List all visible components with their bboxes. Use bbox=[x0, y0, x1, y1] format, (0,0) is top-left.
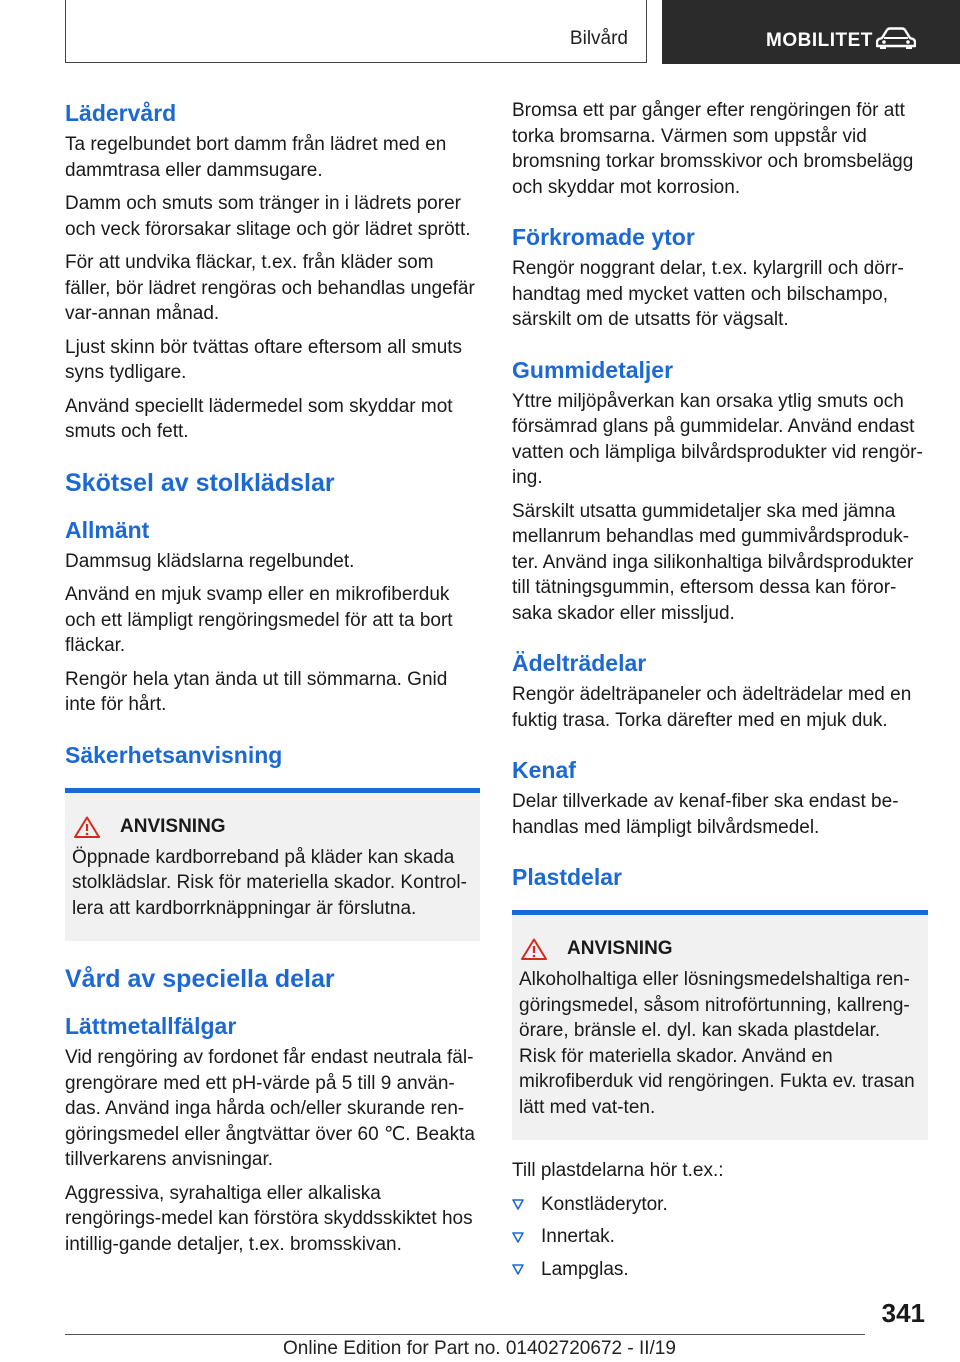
triangle-bullet-icon bbox=[512, 1231, 524, 1243]
list-item bbox=[512, 1224, 928, 1250]
left-column bbox=[65, 98, 480, 1265]
heading-allmant: Allmänt bbox=[65, 516, 150, 543]
paragraph: Damm och smuts som tränger in i lädrets porer och veck förorsakar slitage och gör lädret sprött. bbox=[65, 193, 471, 240]
warning-triangle-icon bbox=[521, 938, 547, 960]
notice-title bbox=[72, 815, 472, 839]
notice-label: ANVISNING bbox=[120, 815, 226, 837]
list-item-label: Innertak. bbox=[541, 1226, 615, 1247]
bullet-list bbox=[512, 1192, 928, 1283]
paragraph: Rengör ädelträpaneler och ädelträdelar med en fuktig trasa. Torka därefter med en mjuk duk. bbox=[512, 684, 912, 731]
paragraph: Använd en mjuk svamp eller en mikrofiberduk och ett lämpligt rengöringsmedel för att ta bort fläckar. bbox=[65, 584, 453, 656]
paragraph: Rengör hela ytan ända ut till sömmarna. Gnid inte för hårt. bbox=[65, 668, 448, 715]
footer-divider bbox=[65, 1334, 865, 1335]
paragraph: Yttre miljöpåverkan kan orsaka ytlig smuts och försämrad glans på gummidelar. Använd endast vatten och lämpliga bilvårdsprodukter vid rengör-ing. bbox=[512, 390, 923, 488]
triangle-bullet-icon bbox=[512, 1198, 524, 1210]
list-item-label: Lampglas. bbox=[541, 1258, 629, 1280]
heading-kenaf: Kenaf bbox=[512, 757, 576, 783]
header-frame bbox=[65, 0, 647, 63]
paragraph: Till plastdelarna hör t.ex.: bbox=[512, 1160, 724, 1181]
heading-plastdelar: Plastdelar bbox=[512, 864, 622, 890]
notice-text: Alkoholhaltiga eller lösningsmedelshaltiga ren-göringsmedel, såsom nitroförtunning, kallreng-örare, bränsle el. dyl. kan skada plastdelar. Risk för materiella skador. Använd en mikrofiberduk vid rengöringen. Fukta ev. trasan lätt med vat-ten. bbox=[519, 969, 915, 1118]
heading-lattmetall: Lättmetallfälgar bbox=[65, 1013, 237, 1039]
paragraph: Delar tillverkade av kenaf-fiber ska endast be-handlas med lämpligt bilvårdsmedel. bbox=[512, 791, 899, 838]
paragraph: Bromsa ett par gånger efter rengöringen för att torka bromsarna. Värmen som uppstår vid bromsning torkar bromsskivor och bromsbelägg och skyddar mot korrosion. bbox=[512, 100, 914, 198]
heading-vard: Vård av speciella delar bbox=[65, 965, 335, 993]
paragraph: Aggressiva, syrahaltiga eller alkaliska rengörings-medel kan förstöra skyddsskiktet hos intillig-gande detaljer, t.ex. bromsskivan. bbox=[65, 1182, 473, 1255]
notice-box bbox=[65, 788, 480, 942]
list-item bbox=[512, 1192, 928, 1218]
edition-note: Online Edition for Part no. 01402720672 - II/19 bbox=[283, 1338, 676, 1359]
paragraph: Ljust skinn bör tvättas oftare eftersom all smuts syns tydligare. bbox=[65, 336, 463, 383]
paragraph: Särskilt utsatta gummidetaljer ska med jämna mellanrum behandlas med gummivårdsproduk-ter. Använd inga silikonhaltiga bilvårdsprodukter till tätningsgummin, eftersom dessa kan föror-saka skador eller missljud. bbox=[512, 500, 914, 624]
list-item bbox=[512, 1257, 928, 1283]
heading-sakerhet: Säkerhetsanvisning bbox=[65, 741, 283, 768]
paragraph: För att undvika fläckar, t.ex. från kläder som fäller, bör lädret rengöras och behandlas ungefär var-annan månad. bbox=[65, 252, 475, 324]
heading-forkromade: Förkromade ytor bbox=[512, 224, 695, 250]
paragraph: Vid rengöring av fordonet får endast neutrala fäl-grengörare med ett pH-värde på 5 till 9 använ-das. Använd inga hårda och/eller skurande ren-göringsmedel eller ångtvättar över 60 ℃. Beakta tillverkarens anvisningar. bbox=[65, 1047, 476, 1170]
paragraph: Dammsug klädslarna regelbundet. bbox=[65, 550, 355, 572]
notice-label: ANVISNING bbox=[567, 938, 673, 959]
paragraph: Använd speciellt lädermedel som skyddar mot smuts och fett. bbox=[65, 395, 453, 442]
heading-gummi: Gummidetaljer bbox=[512, 356, 674, 383]
warning-triangle-icon bbox=[74, 816, 100, 838]
paragraph: Ta regelbundet bort damm från lädret med en dammtrasa eller dammsugare. bbox=[65, 134, 447, 181]
section-title: Bilvård bbox=[569, 28, 628, 49]
chapter-tab bbox=[662, 0, 960, 64]
heading-adeltra: Ädelträdelar bbox=[512, 650, 647, 676]
paragraph: Rengör noggrant delar, t.ex. kylargrill och dörr-handtag med mycket vatten och bilschampo, särskilt om de utsatts för vägsalt. bbox=[512, 258, 904, 330]
right-column bbox=[512, 98, 928, 1289]
list-item-label: Konstläderytor. bbox=[541, 1193, 668, 1215]
car-icon bbox=[876, 27, 916, 49]
notice-box bbox=[512, 910, 928, 1140]
notice-title bbox=[519, 937, 920, 961]
chapter-title: MOBILITET bbox=[766, 30, 873, 51]
triangle-bullet-icon bbox=[512, 1263, 524, 1275]
heading-skotsel: Skötsel av stolklädslar bbox=[65, 468, 335, 497]
page-number: 341 bbox=[881, 1298, 925, 1328]
notice-text: Öppnade kardborreband på kläder kan skada stolklädslar. Risk för materiella skador. Kontrol-lera att kardborrknäppningar är förslutna. bbox=[72, 846, 467, 919]
heading-ledervard: Lädervård bbox=[65, 100, 177, 126]
